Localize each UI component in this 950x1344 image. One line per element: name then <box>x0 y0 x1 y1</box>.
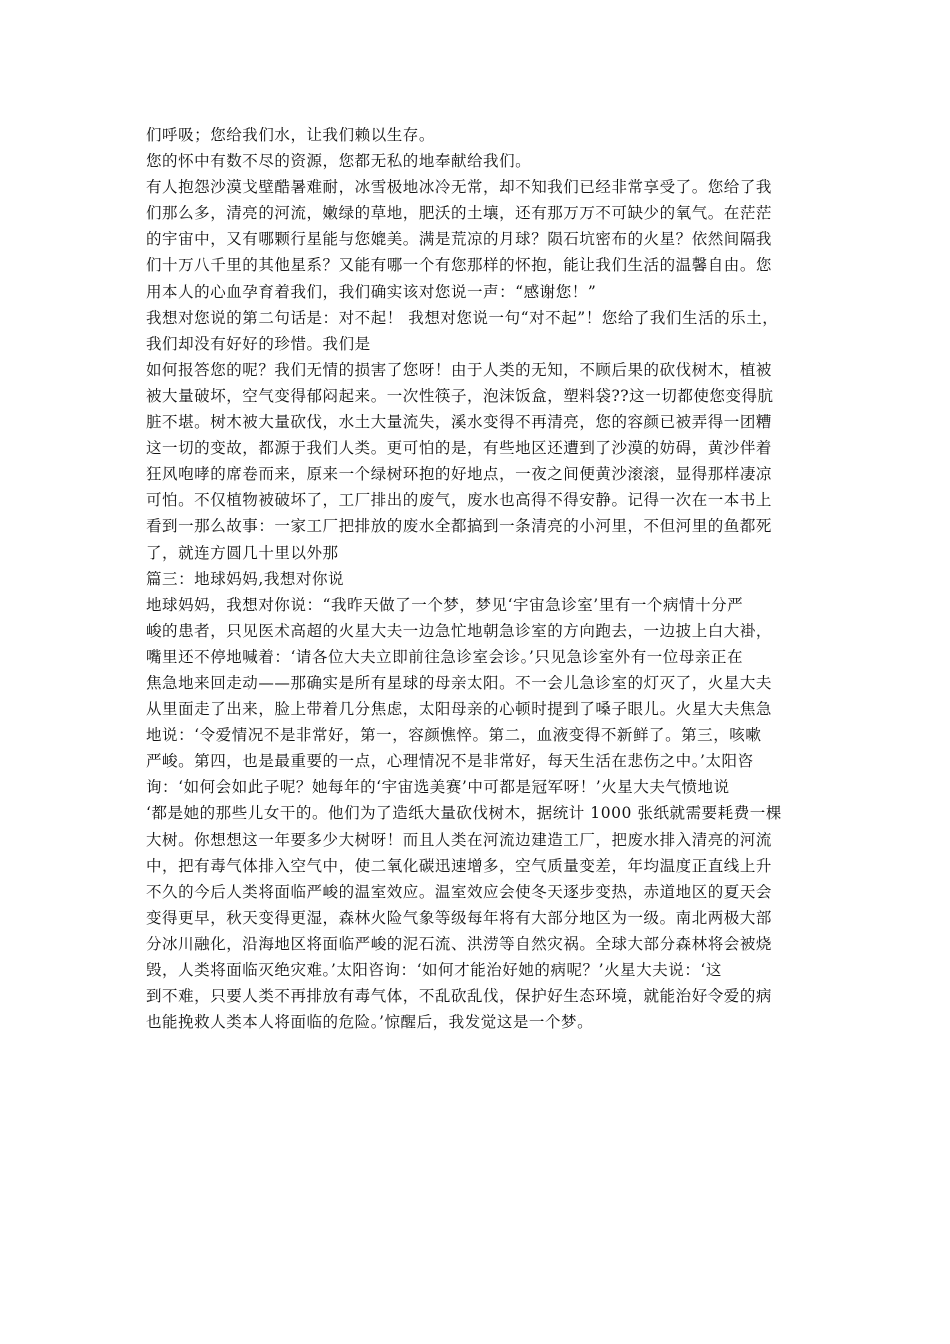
text-line: 脏不堪。树木被大量砍伐，水土大量流失，溪水变得不再清亮，您的容颜已被弄得一团糟 <box>146 413 772 432</box>
text-line: 我想对您说的第二句话是：对不起！ 我想对您说一句“对不起”！您给了我们生活的乐土， <box>146 308 779 327</box>
text-line: 大树。你想想这一年要多少大树呀！而且人类在河流边建造工厂，把废水排入清亮的河流 <box>146 830 772 849</box>
text-line: 有人抱怨沙漠戈壁酷暑难耐，冰雪极地冰冷无常，却不知我们已经非常享受了。您给了我 <box>146 178 772 197</box>
text-line: 地球妈妈，我想对你说：“我昨天做了一个梦，梦见‘宇宙急诊室’里有一个病情十分严 <box>146 595 744 614</box>
text-line: 的宇宙中，又有哪颗行星能与您媲美。满是荒凉的月球？陨石坑密布的火星？依然间隔我 <box>146 230 772 249</box>
text-line: 分冰川融化，沿海地区将面临严峻的泥石流、洪涝等自然灾祸。全球大部分森林将会被烧 <box>146 934 772 953</box>
text-line: 我们却没有好好的珍惜。我们是 <box>146 334 371 353</box>
text-line: 们那么多，清亮的河流，嫩绿的草地，肥沃的土壤，还有那万万不可缺少的氧气。在茫茫 <box>146 204 772 223</box>
section-heading: 篇三：地球妈妈,我想对你说 <box>146 569 345 588</box>
text-line: 可怕。不仅植物被破坏了，工厂排出的废气，废水也高得不得安静。记得一次在一本书上 <box>146 491 772 510</box>
text-line: 如何报答您的呢？我们无情的损害了您呀！由于人类的无知，不顾后果的砍伐树木，植被 <box>146 360 772 379</box>
text-line: 到不难，只要人类不再排放有毒气体，不乱砍乱伐，保护好生态环境，就能治好令爱的病 <box>146 987 772 1006</box>
text-line: ‘都是她的那些儿女干的。他们为了造纸大量砍伐树木，据统计 1000 张纸就需要耗费一棵 <box>146 804 782 823</box>
text-line: 变得更早，秋天变得更湿，森林火险气象等级每年将有大部分地区为一级。南北两极大部 <box>146 908 772 927</box>
text-line: 地说：‘令爱情况不是非常好，第一，容颜憔悴。第二，血液变得不新鲜了。第三，咳嗽 <box>146 726 762 745</box>
text-line: 们十万八千里的其他星系？又能有哪一个有您那样的怀抱，能让我们生活的温馨自由。您 <box>146 256 772 275</box>
text-line: 中，把有毒气体排入空气中，使二氧化碳迅速增多，空气质量变差，年均温度正直线上升 <box>146 856 772 875</box>
text-line: 也能挽救人类本人将面临的危险。’惊醒后，我发觉这是一个梦。 <box>146 1013 594 1032</box>
text-line: 不久的今后人类将面临严峻的温室效应。温室效应会使冬天逐步变热，赤道地区的夏天会 <box>146 882 772 901</box>
text-line: 被大量破坏，空气变得郁闷起来。一次性筷子，泡沫饭盒，塑料袋??这一切都使您变得肮 <box>146 386 774 405</box>
text-line: 从里面走了出来，脸上带着几分焦虑，太阳母亲的心顿时提到了嗓子眼儿。火星大夫焦急 <box>146 700 772 719</box>
text-line: 焦急地来回走动——那确实是所有星球的母亲太阳。不一会儿急诊室的灯灭了，火星大夫 <box>146 673 772 692</box>
text-line: 狂风咆哮的席卷而来，原来一个绿树环抱的好地点，一夜之间便黄沙滚滚，显得那样凄凉 <box>146 465 772 484</box>
text-line: 嘴里还不停地喊着：‘请各位大夫立即前往急诊室会诊。’只见急诊室外有一位母亲正在 <box>146 647 744 666</box>
text-line: 峻的患者，只见医术高超的火星大夫一边急忙地朝急诊室的方向跑去，一边披上白大褂， <box>146 621 772 640</box>
text-line: 询：‘如何会如此子呢？她每年的‘宇宙选美赛’中可都是冠军呀！’火星大夫气愤地说 <box>146 778 730 797</box>
document-body <box>146 122 822 1035</box>
text-line: 们呼吸；您给我们水，让我们赖以生存。 <box>146 126 435 144</box>
text-line: 您的怀中有数不尽的资源，您都无私的地奉献给我们。 <box>146 152 532 171</box>
text-line: 了，就连方圆几十里以外那 <box>146 543 339 562</box>
text-line: 严峻。第四，也是最重要的一点，心理情况不是非常好，每天生活在悲伤之中。’太阳咨 <box>146 752 754 771</box>
text-line: 这一切的变故，都源于我们人类。更可怕的是，有些地区还遭到了沙漠的妨碍，黄沙伴着 <box>146 439 772 458</box>
text-line: 用本人的心血孕育着我们，我们确实该对您说一声：“感谢您！” <box>146 282 597 301</box>
text-line: 看到一那么故事：一家工厂把排放的废水全都搞到一条清亮的小河里，不但河里的鱼都死 <box>146 517 772 536</box>
text-line: 毁，人类将面临灭绝灾难。’太阳咨询：‘如何才能治好她的病呢？’火星大夫说：‘这 <box>146 961 722 979</box>
